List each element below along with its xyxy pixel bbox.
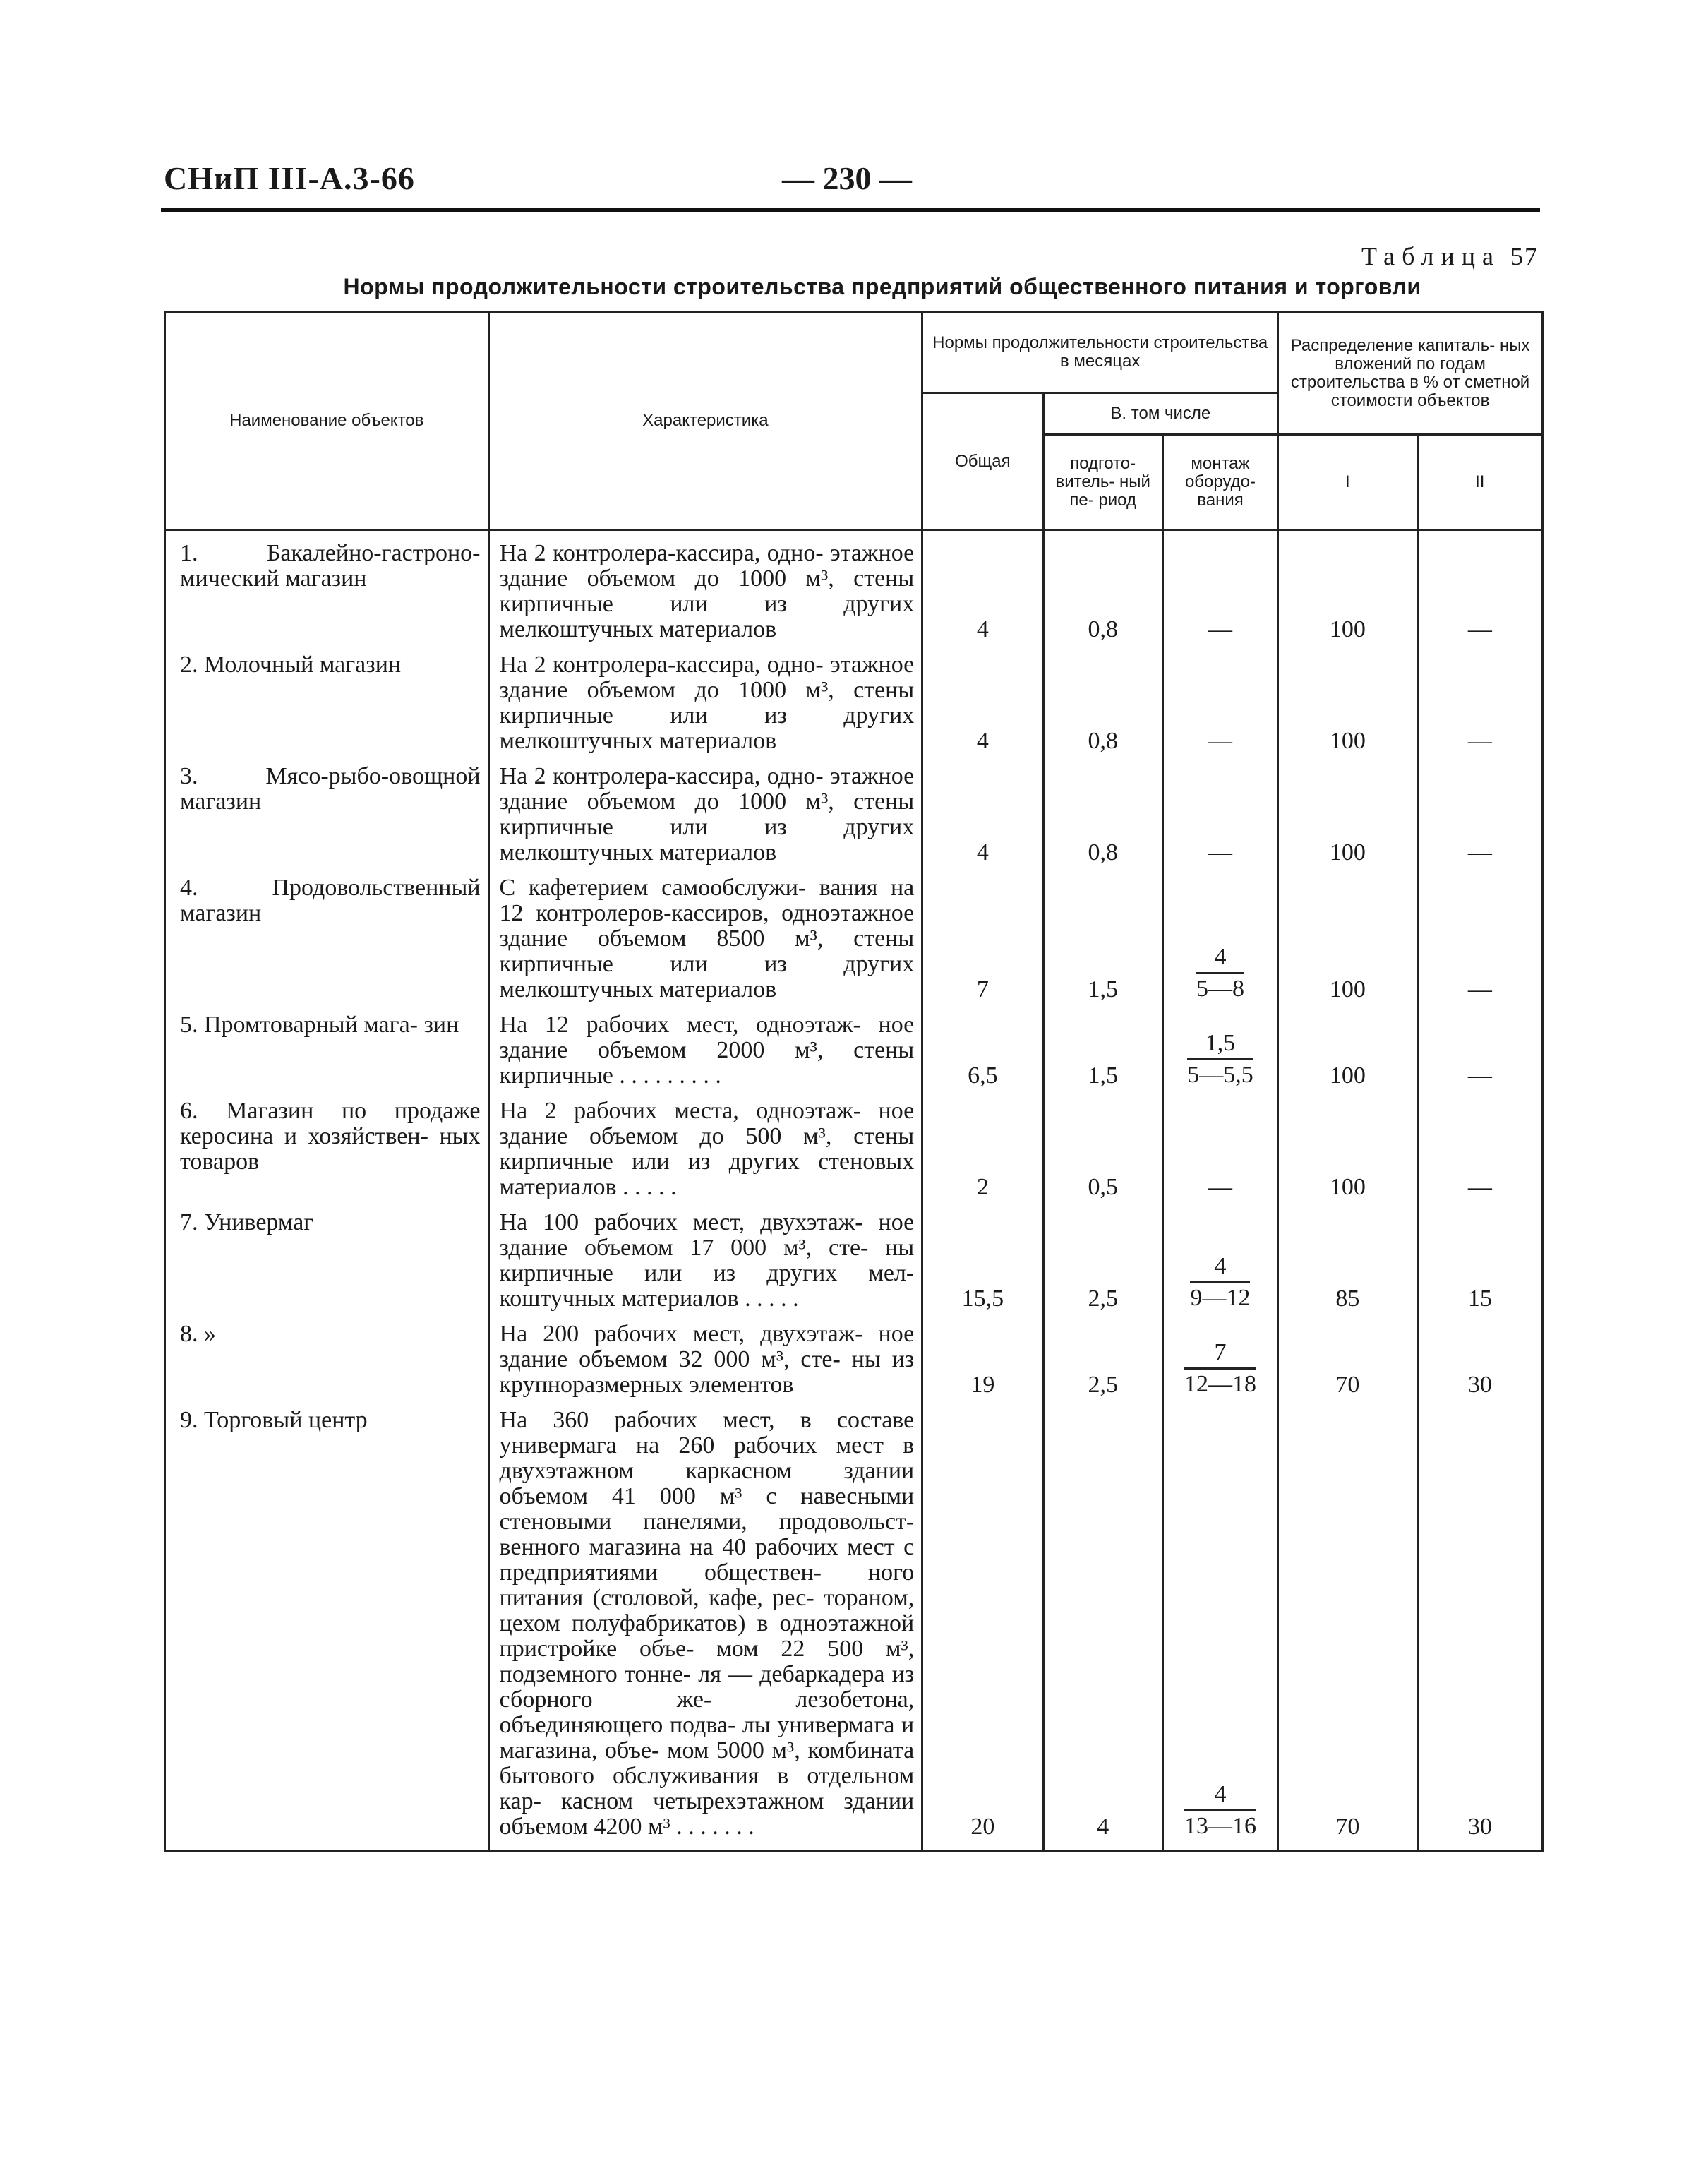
- table-row: [165, 1012, 1543, 1098]
- mounting-fraction: [1184, 1781, 1256, 1840]
- header-norms-group: Нормы продолжительности строительства в месяцах: [922, 312, 1278, 393]
- preparatory-period: 0,8: [1043, 652, 1162, 764]
- mounting-period: [1162, 875, 1277, 1012]
- investment-year-1: 85: [1278, 1210, 1418, 1322]
- preparatory-period: 2,5: [1043, 1210, 1162, 1322]
- mounting-months-range: 5—8: [1196, 976, 1244, 1002]
- mounting-period: [1162, 1408, 1277, 1851]
- mounting-duration: 7: [1184, 1339, 1256, 1370]
- preparatory-period: 1,5: [1043, 1012, 1162, 1098]
- mounting-duration: 4: [1184, 1781, 1256, 1811]
- preparatory-period: 0,5: [1043, 1098, 1162, 1210]
- investment-year-1: 100: [1278, 1098, 1418, 1210]
- preparatory-period: 0,8: [1043, 541, 1162, 652]
- table-label-word: Таблица: [1361, 242, 1500, 270]
- total-duration: 4: [922, 541, 1043, 652]
- investment-year-1: 100: [1278, 1012, 1418, 1098]
- investment-year-2: —: [1417, 875, 1542, 1012]
- mounting-months-range: 9—12: [1190, 1285, 1251, 1311]
- table-row: [165, 764, 1543, 875]
- investment-year-2: —: [1417, 1012, 1542, 1098]
- table-row: [165, 1210, 1543, 1322]
- mounting-fraction: [1187, 1030, 1253, 1089]
- total-duration: 19: [922, 1322, 1043, 1408]
- table-row: [165, 1322, 1543, 1408]
- table-label-number: 57: [1510, 242, 1539, 270]
- investment-year-1: 100: [1278, 764, 1418, 875]
- investment-year-1: 70: [1278, 1408, 1418, 1851]
- table-label: [1361, 241, 1539, 271]
- investment-year-2: 30: [1417, 1408, 1542, 1851]
- total-duration: 6,5: [922, 1012, 1043, 1098]
- table-title: Нормы продолжительности строительства предприятий общественного питания и торговли: [343, 274, 1421, 299]
- spacer-row: [165, 530, 1543, 541]
- object-name: 3. Мясо-рыбо-овощной магазин: [165, 764, 489, 875]
- object-name: 5. Промтоварный мага- зин: [165, 1012, 489, 1098]
- object-name: 1. Бакалейно-гастроно- мический магазин: [165, 541, 489, 652]
- mounting-period: [1162, 1012, 1277, 1098]
- investment-year-1: 70: [1278, 1322, 1418, 1408]
- mounting-duration: —: [1208, 616, 1232, 642]
- total-duration: 7: [922, 875, 1043, 1012]
- total-duration: 4: [922, 764, 1043, 875]
- total-duration: 4: [922, 652, 1043, 764]
- header-distribution-group: Распределение капиталь- ных вложений по годам строительства в % от сметной стоимости объектов: [1278, 312, 1543, 435]
- object-name: 7. Универмаг: [165, 1210, 489, 1322]
- mounting-duration: —: [1208, 728, 1232, 754]
- object-characteristic: На 2 контролера-кассира, одно- этажное здание объемом до 1000 м³, стены кирпичные или из других мелкоштучных материалов: [488, 764, 922, 875]
- header-year-1: I: [1278, 435, 1418, 530]
- header-name: Наименование объектов: [165, 312, 489, 530]
- investment-year-1: 100: [1278, 875, 1418, 1012]
- preparatory-period: 1,5: [1043, 875, 1162, 1012]
- document-code: СНиП III-А.3-66: [164, 160, 415, 196]
- object-characteristic: На 2 рабочих места, одноэтаж- ное здание объемом до 500 м³, стены кирпичные или из других стеновых материалов . . . . .: [488, 1098, 922, 1210]
- investment-year-2: —: [1417, 764, 1542, 875]
- table-row: [165, 652, 1543, 764]
- page-number: — 230 —: [782, 160, 912, 196]
- header-mounting: монтаж оборудо- вания: [1162, 435, 1277, 530]
- mounting-duration: 1,5: [1187, 1030, 1253, 1060]
- mounting-duration: —: [1208, 1174, 1232, 1200]
- object-characteristic: На 360 рабочих мест, в составе универмага на 260 рабочих мест в двухэтажном каркасном здании объемом 41 000 м³ с навесными стеновыми панелями, продовольст- венного магазина на 40 рабочих мест с предприятиями общеcтвен- ного питания (столовой, кафе, рес- тораном, цехом полуфабрикатов) в одноэтажной пристройке объе- мом 22 500 м³, подземного тонне- ля — дебаркадера из сборного же- лезобетона, объединяющего подва- лы универмага и магазина, объе- мом 5000 м³, комбината бытового обслуживания в отдельном кар- касном четырехэтажном здании объемом 4200 м³ . . . . . . .: [488, 1408, 922, 1851]
- mounting-period: [1162, 1210, 1277, 1322]
- mounting-period: [1162, 1322, 1277, 1408]
- total-duration: 15,5: [922, 1210, 1043, 1322]
- table-row: [165, 875, 1543, 1012]
- mounting-fraction: [1196, 944, 1244, 1002]
- mounting-months-range: 12—18: [1184, 1371, 1256, 1397]
- preparatory-period: 2,5: [1043, 1322, 1162, 1408]
- construction-norms-table: [164, 311, 1544, 1852]
- object-name: 6. Магазин по продаже керосина и хозяйствен- ных товаров: [165, 1098, 489, 1210]
- header-preparatory: подгото- витель- ный пе- риод: [1043, 435, 1162, 530]
- header-year-2: II: [1417, 435, 1542, 530]
- object-characteristic: На 2 контролера-кассира, одно- этажное здание объемом до 1000 м³, стены кирпичные или из других мелкоштучных материалов: [488, 652, 922, 764]
- investment-year-2: 15: [1417, 1210, 1542, 1322]
- mounting-period: [1162, 541, 1277, 652]
- investment-year-1: 100: [1278, 541, 1418, 652]
- investment-year-2: —: [1417, 652, 1542, 764]
- preparatory-period: 0,8: [1043, 764, 1162, 875]
- mounting-fraction: [1184, 1339, 1256, 1398]
- mounting-period: [1162, 1098, 1277, 1210]
- table-body: [165, 530, 1543, 1852]
- mounting-fraction: [1190, 1253, 1250, 1312]
- investment-year-2: —: [1417, 1098, 1542, 1210]
- object-characteristic: На 2 контролера-кассира, одно- этажное здание объемом до 1000 м³, стены кирпичные или из других мелкоштучных материалов: [488, 541, 922, 652]
- mounting-duration: —: [1208, 839, 1232, 866]
- total-duration: 2: [922, 1098, 1043, 1210]
- investment-year-2: —: [1417, 541, 1542, 652]
- object-name: 4. Продовольственный магазин: [165, 875, 489, 1012]
- mounting-months-range: 13—16: [1184, 1813, 1256, 1839]
- object-characteristic: На 200 рабочих мест, двухэтаж- ное здание объемом 32 000 м³, сте- ны из крупноразмерных элементов: [488, 1322, 922, 1408]
- header-rule: [161, 208, 1540, 212]
- mounting-duration: 4: [1190, 1253, 1250, 1283]
- header-characteristic: Характеристика: [488, 312, 922, 530]
- mounting-months-range: 5—5,5: [1187, 1062, 1253, 1088]
- mounting-period: [1162, 652, 1277, 764]
- object-characteristic: На 12 рабочих мест, одноэтаж- ное здание объемом 2000 м³, стены кирпичные . . . . . . . . .: [488, 1012, 922, 1098]
- header-total: Общая: [922, 393, 1043, 530]
- object-name: 8. »: [165, 1322, 489, 1408]
- table-row: [165, 1408, 1543, 1851]
- table-row: [165, 1098, 1543, 1210]
- mounting-period: [1162, 764, 1277, 875]
- investment-year-1: 100: [1278, 652, 1418, 764]
- table-row: [165, 541, 1543, 652]
- header-including: В. том числе: [1043, 393, 1278, 435]
- preparatory-period: 4: [1043, 1408, 1162, 1851]
- mounting-duration: 4: [1196, 944, 1244, 974]
- object-characteristic: С кафетерием самообслужи- вания на 12 контролеров-кассиров, одноэтажное здание объемом 8500 м³, стены кирпичные или из других мелкоштучных материалов: [488, 875, 922, 1012]
- object-name: 2. Молочный магазин: [165, 652, 489, 764]
- total-duration: 20: [922, 1408, 1043, 1851]
- object-name: 9. Торговый центр: [165, 1408, 489, 1851]
- object-characteristic: На 100 рабочих мест, двухэтаж- ное здание объемом 17 000 м³, сте- ны кирпичные или из других мел- коштучных материалов . . . . .: [488, 1210, 922, 1322]
- investment-year-2: 30: [1417, 1322, 1542, 1408]
